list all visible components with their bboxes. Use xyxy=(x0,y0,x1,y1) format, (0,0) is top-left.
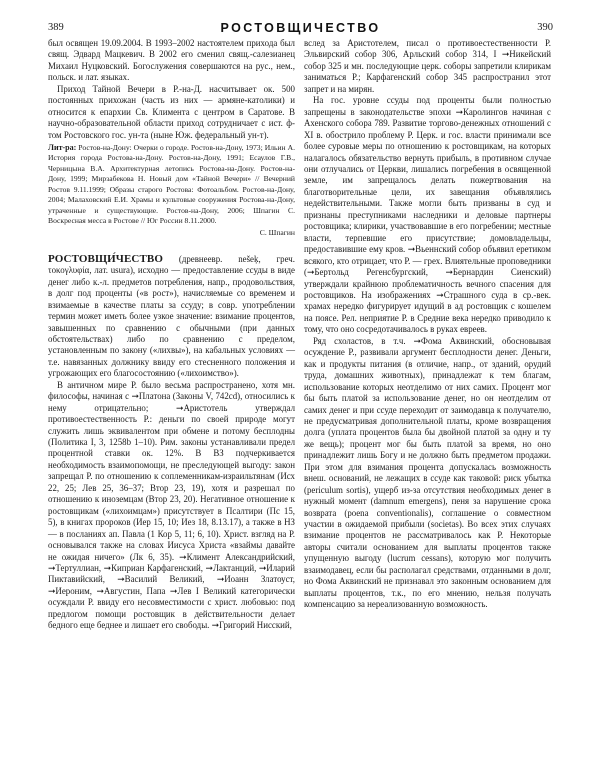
right-column xyxy=(304,38,551,611)
author-signature: С. Шпагин xyxy=(259,228,295,238)
running-title: РОСТОВЩИЧЕСТВО xyxy=(220,21,381,35)
continuation-paragraph-right: вслед за Аристотелем, писал о противоестественности Р. Эльвирский собор 306, Арльский собор 314, I ➞Никейский собор 325 и мн. последующие церк. соборы запретили клирикам заниматься Р.; Карфагенский собор 345 распространил этот запрет и на мирян. xyxy=(304,38,551,94)
right-page-number: 390 xyxy=(537,22,553,33)
left-page-number: 389 xyxy=(48,22,64,33)
literature-label: Лит-ра: xyxy=(48,143,77,153)
left-column xyxy=(48,38,295,632)
entry-headword: РОСТОВЩИ́ЧЕСТВО xyxy=(48,252,163,265)
page-header xyxy=(48,22,553,38)
continuation-paragraph: был освящен 19.09.2004. В 1993–2002 настоятелем прихода был свящ. Эдвард Мацкевич. В 2002 его сменил свящ.-салезианец Михаил Нуцковский. Богослужения совершаются на рус., нем., польск. и лат. языках. xyxy=(48,38,295,83)
literature-text: Ростов-на-Дону: Очерки о городе. Ростов-на-Дону, 1973; Ильин А. История города Ростова-на-Дону. Ростов-на-Дону, 1991; Есаулов Г.В., Черницына В.А. Архитектурная летопись Ростова-на-Дону. Ростов-на-Дону, 1999; Мирзабекова Н. Новый дом «Тайной Вечери» // Вечерний Ростов 9.11.1999; Образы старого Ростова: Фотоальбом. Ростов-на-Дону, 2004; Малаховский Е.И. Храмы и культовые сооружения Ростова-на-Дону, утраченные и существующие. Ростов-на-Дону, 2006; Шпагин С. Воскресная месса в Ростове // Юг России 8.11.2000. xyxy=(48,143,295,225)
literature-list xyxy=(48,143,295,226)
entry-definition: (древнеевр. nešeķ, греч. τοκογλυφία, лат. usura), исходно — предоставление ссуды в виде денег либо к.-л. предметов потребления, напр., продовольствия, в долг под проценты («в рост»), начисляемые со временем и взимаемые в качестве платы за ссуду; в совр. употреблении термин может иметь более узкое значение: взимание процентов, завышенных по сравнению с обычными (при данных обстоятельствах) либо по сравнению с пределом, установленным по закону («лихвы»), на кабальных условиях — т.е. навязанных должнику ввиду его стесненного положения и угрожающих его благосостоянию («лихоимство»). xyxy=(48,253,295,379)
antiquity-paragraph: В античном мире Р. было весьма распространено, хотя мн. философы, начиная с ➞Платона (Законы V, 742cd), относились к нему отрицательно; ➞Аристотель утверждал противоестественность Р.: деньги по своей природе могут служить лишь эквивалентом при обмене и потому бесплодны (Политика I, 3, 1258b 1–10). Рим. законы устанавливали предел процентной ставки ок. 12%. В ВЗ подчеркивается необходимость взаимопомощи, не преследующей выгоду: закон запрещал Р. по отношению к соплеменникам-израильтянам (Исх 22, 25; Лев 25, 36–37; Втор 23, 19), хотя и разрешал по отношению к иноземцам (Втор 23, 20). Негативное отношение к ростовщикам («лихоимцам») присутствует в Псалтири (Пс 15, 5), в книгах пророков (Иер 15, 10; Иез 18, 8.13.17), а также в НЗ — в посланиях ап. Павла (1 Кор 5, 11; 6, 10). Христ. взгляд на Р. основывался также на словах Иисуса Христа «взаймы давайте не ожидая ничего» (Лк 6, 35). ➞Климент Александрийский, ➞Тертуллиан, ➞Киприан Карфагенский, ➞Лактанций, ➞Иларий Пиктавийский, ➞Василий Великий, ➞Иоанн Златоуст, ➞Иероним, ➞Августин, Папа ➞Лев I Великий категорически осуждали Р. ввиду его несовместимости с христ. любовью: под предлогом помощи ростовщик в действительности делает бедного еще беднее и лишает его свободы. ➞Григорий Нисский, xyxy=(48,379,295,631)
parish-paragraph: Приход Тайной Вечери в Р.-на-Д. насчитывает ок. 500 постоянных прихожан (часть из них — армяне-католики) и относится к епархии Св. Климента с центром в Саратове. В научно-образовательной области приход сотрудничает с ист. ф-том Ростовского гос. ун-та (ныне Юж. федеральный ун-т). xyxy=(48,83,295,140)
entry-intro xyxy=(48,254,295,380)
state-legislation-paragraph: На гос. уровне ссуды под проценты были полностью запрещены в законодательстве эпохи ➞Каролингов начиная с Ахенского собора 789. Развитие торгово-денежных отношений с XI в. обострило проблему Р. Церк. и гос. власти принимали все более суровые меры по отношению к ростовщикам, на которых налагалось обязательство вернуть прибыль, в противном случае они отлучались от Церкви, лишались погребения в освященной земле, им запрещалось делать пожертвования на благотворительные цели, их завещания объявлялись недействительными. Также могли быть призваны в суд и признаны преступниками наследники и деловые партнеры ростовщика; клирики, участвовавшие в его погребении; местные власти, терпевшие его присутствие; домовладельцы, предоставившие ему кров. ➞Вьеннский собор объявил еретиком всякого, кто отрицает, что Р. — грех. Влиятельные проповедники (➞Бертольд Регенсбургский, ➞Бернардин Сиенский) утверждали крайнюю проблематичность вечного спасения для ростовщиков. На изображениях ➞Страшного суда в ср.-век. храмах нередко фигурирует идущий в ад ростовщик с кошелем на поясе. Рел. неприятие Р. в Средние века нередко приводило к тому, что оно сосредотачивалось в руках евреев. xyxy=(304,95,551,335)
scholastics-paragraph: Ряд схоластов, в т.ч. ➞Фома Аквинский, обосновывая осуждение Р., развивали аргумент бесплодности денег. Деньги, как и продукты питания (в отличие, напр., от зданий, орудий труда, домашних животных), принадлежат к тем благам, использование которых неотделимо от них самих. Процент мог бы быть платой за использование денег, но он неотделим от самих денег и при ссуде переходит от заимодавца к получателю, не предусматривая дополнительной платы, кроме возвращения долга (уплата процентов была бы двойной платой за одну и ту же вещь); процент мог бы быть платой за время, но оно принадлежит лишь Богу и не должно быть предметом продажи. При этом для взимания процента допускалась возможность внеш. оснований, не лежащих в ссуде как таковой: риск убытка (periculum sortis), ущерб из-за отсутствия необходимых денег в нужный момент (damnum emergens), пеня за нарушение срока возврата (poena conventionalis), соглашение о совместном участии в ожидаемой прибыли (societas). Во всех этих случаях взимание процентов не рассматривалось как Р. Некоторые авторы считали основанием для выплаты процентов также упущенную выгоду (lucrum cessans), которую мог получить взаимодавец, если бы располагал средствами, отданными в долг, но Фома Аквинский не признавал это законным основанием для выплаты процентов, т.к., по его мнению, нельзя получать компенсацию за нереализованную возможность. xyxy=(304,335,551,610)
